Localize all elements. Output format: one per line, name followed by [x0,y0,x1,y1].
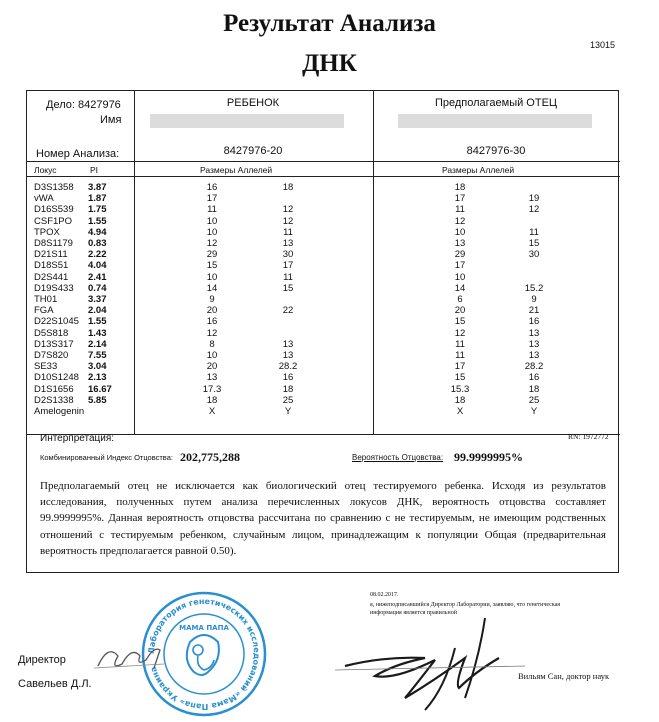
paternity-probability-value: 99.9999995% [454,450,523,464]
locus-name: CSF1PO [34,215,73,227]
locus-name: D19S433 [34,282,74,294]
pi-value: 4.04 [88,260,107,272]
father-allele-2: 19 [528,193,540,205]
child-allele-2: 13 [282,338,294,350]
locus-name: D5S818 [34,327,69,339]
pi-value: 2.41 [88,271,107,283]
child-allele-2: Y [284,406,292,417]
locus-name: D10S1248 [34,372,79,384]
child-allele-1: 15 [206,260,218,272]
child-allele-1: 29 [206,249,218,261]
pi-value: 5.85 [88,394,107,406]
father-allele-2: Y [530,406,538,417]
locus-name: D2S1338 [34,394,74,406]
father-allele-2: 18 [528,383,540,395]
locus-name: D16S539 [34,204,74,216]
signature-date: 08.02.2017. [370,592,399,598]
redacted-child-name [150,114,344,128]
interpretation-label: Интерпретация: [40,433,115,444]
column-locus: Локус [34,165,57,175]
locus-name: vWA [34,193,54,205]
paternity-probability-label: Вероятность Отцовства: [352,453,444,462]
locus-name: D13S317 [34,338,74,350]
name-label: Имя [100,114,122,126]
father-allele-1: 18 [454,182,466,193]
document-number: 13015 [590,40,616,50]
child-allele-1: 16 [206,182,218,193]
locus-name: D8S1179 [34,238,73,249]
child-allele-1: 13 [206,372,218,384]
father-analysis-number: 8427976-30 [466,145,526,157]
director-label: Директор [18,654,66,666]
child-allele-2: 28.2 [278,361,298,373]
child-allele-2: 12 [282,215,294,227]
child-allele-1: 12 [206,327,218,339]
child-allele-2: 18 [282,383,294,395]
child-allele-2: 22 [282,305,294,317]
pi-value: 0.74 [88,282,107,294]
father-allele-1: 15.3 [450,383,470,395]
divider [134,91,135,434]
pi-value: 1.75 [88,204,107,216]
locus-name: D18S51 [34,260,69,272]
father-allele-1: 14 [454,282,466,294]
child-allele-1: 20 [206,361,218,373]
child-allele-2: 13 [282,238,294,249]
case-number-label: Дело: 8427976 [46,99,121,111]
pi-value: 1.43 [88,327,107,339]
father-allele-2: 28.2 [524,361,544,373]
pi-value: 16.67 [88,383,112,395]
pi-value: 2.14 [88,338,107,350]
father-allele-2: 13 [528,327,540,339]
child-allele-2: 15 [282,282,294,294]
father-allele-1: 17 [454,361,466,373]
pi-value: 1.55 [88,215,107,227]
father-allele-1: 6 [457,294,463,305]
father-allele-2: 9 [531,294,537,305]
father-allele-1: 12 [454,327,466,339]
father-allele-2: 21 [528,305,540,317]
father-allele-1: 20 [454,305,466,317]
child-allele-1: 12 [206,238,218,249]
pi-value: 3.87 [88,182,107,193]
director-signature-icon [90,636,170,676]
locus-name: D7S820 [34,350,69,361]
child-allele-1: 9 [209,294,215,305]
divider [373,91,374,434]
locus-name: D21S11 [34,249,68,261]
combined-paternity-index-value: 202,775,288 [180,450,240,464]
child-allele-1: 10 [206,226,218,238]
child-allele-2: 11 [283,226,293,238]
title-line-1: Результат Анализа [223,10,436,37]
director-name: Савельев Д.Л. [18,678,92,690]
father-allele-1: 11 [455,338,465,350]
lab-director-name: Вильям Сан, доктор наук [518,671,610,681]
pi-value: 1.87 [88,193,107,205]
locus-name: D1S1656 [34,383,74,395]
child-allele-2: 12 [282,204,294,216]
column-father-alleles: Размеры Аллелей [442,165,515,175]
father-allele-1: 11 [455,204,465,216]
father-allele-1: X [456,406,464,417]
father-allele-1: 15 [454,372,466,384]
locus-name: D3S1358 [34,182,74,193]
father-allele-1: 29 [454,249,466,261]
signature-statement: я, нижеподписавшийся Директор Лаборатории, заявляю, что генетическая информация является правильной [370,602,561,616]
locus-name: Amelogenin [34,406,85,417]
locus-name: TPOX [34,226,60,238]
father-allele-2: 13 [528,350,540,361]
svg-text:Лаборатория генетических иссле: Лаборатория генетических исследований «Мама Папа» Украина [146,596,262,712]
child-allele-1: 11 [207,204,217,216]
father-allele-1: 10 [454,226,466,238]
father-allele-2: 25 [528,394,540,406]
child-allele-2: 11 [283,271,293,283]
father-allele-1: 18 [454,394,466,406]
father-allele-1: 15 [454,316,466,328]
child-allele-1: 16 [206,316,218,328]
child-allele-2: 17 [282,260,294,272]
pi-value: 2.04 [88,305,107,317]
conclusion-text: Предполагаемый отец не исключается как биологический отец тестируемого ребенка. Исходя из результатов исследования, полученных путем анализа перечисленных локусов ДНК, вероятность отцовства составляет 99.9999995%. Данная вероятность отцовства рассчитана по сравнению с не тестируемым, не имеющим родственных отношений с тестируемым ребенком, случайным лицом, принадлежащим к популяции Общая (предварительная вероятность предполагается равной 0.50). [40,480,606,557]
locus-name: D2S441 [34,271,69,283]
child-header: РЕБЕНОК [226,97,280,109]
column-pi: PI [90,165,99,175]
locus-name: D22S1045 [34,316,79,328]
father-allele-2: 11 [529,226,539,238]
father-header: Предполагаемый ОТЕЦ [434,97,558,109]
child-allele-1: 8 [209,338,215,350]
father-allele-1: 11 [455,350,465,361]
child-allele-1: 10 [206,350,218,361]
father-allele-2: 30 [528,249,540,261]
rn-number: RN: 1972772 [568,432,609,441]
column-child-alleles: Размеры Аллелей [200,165,273,175]
combined-paternity-index-label: Комбинированный Индекс Отцовства: [40,453,173,462]
father-allele-2: 15.2 [524,282,544,294]
divider [27,434,620,435]
pi-value: 3.37 [88,294,107,305]
pi-value: 3.04 [88,361,107,373]
analysis-number-label: Номер Анализа: [36,148,120,160]
father-allele-2: 16 [528,372,540,384]
child-allele-2: 13 [282,350,294,361]
pi-value: 2.13 [88,372,107,384]
father-allele-1: 17 [454,260,466,272]
pi-value: 4.94 [88,226,107,238]
father-allele-1: 17 [454,193,466,205]
father-allele-2: 13 [528,338,540,350]
child-allele-2: 25 [282,394,294,406]
child-allele-1: 20 [206,305,218,317]
child-allele-1: 10 [206,271,218,283]
child-allele-1: 14 [206,282,218,294]
child-allele-1: 17 [206,193,218,205]
child-allele-1: 17.3 [202,383,222,395]
divider [27,161,620,162]
father-allele-1: 13 [454,238,466,249]
child-analysis-number: 8427976-20 [223,145,283,157]
child-allele-2: 16 [282,372,294,384]
pi-value: 1.55 [88,316,107,328]
pi-value: 0.83 [88,238,107,249]
pi-value: 2.22 [88,249,107,261]
father-allele-2: 12 [528,204,540,216]
locus-name: FGA [34,305,54,317]
father-allele-2: 16 [528,316,540,328]
lab-director-signature-icon [335,608,535,718]
child-allele-2: 30 [282,249,294,261]
title-line-2: ДНК [302,50,357,77]
locus-name: SE33 [34,361,58,373]
pi-value: 7.55 [88,350,107,361]
father-allele-1: 12 [454,215,466,227]
divider [27,176,620,177]
father-allele-1: 10 [454,271,466,283]
child-allele-1: X [208,406,216,417]
child-allele-2: 18 [282,182,294,193]
child-allele-1: 10 [206,215,218,227]
locus-name: TH01 [34,294,58,305]
child-allele-1: 18 [206,394,218,406]
svg-text:МАМА ПАПА: МАМА ПАПА [179,624,229,632]
father-allele-2: 15 [528,238,540,249]
redacted-father-name [398,114,592,128]
